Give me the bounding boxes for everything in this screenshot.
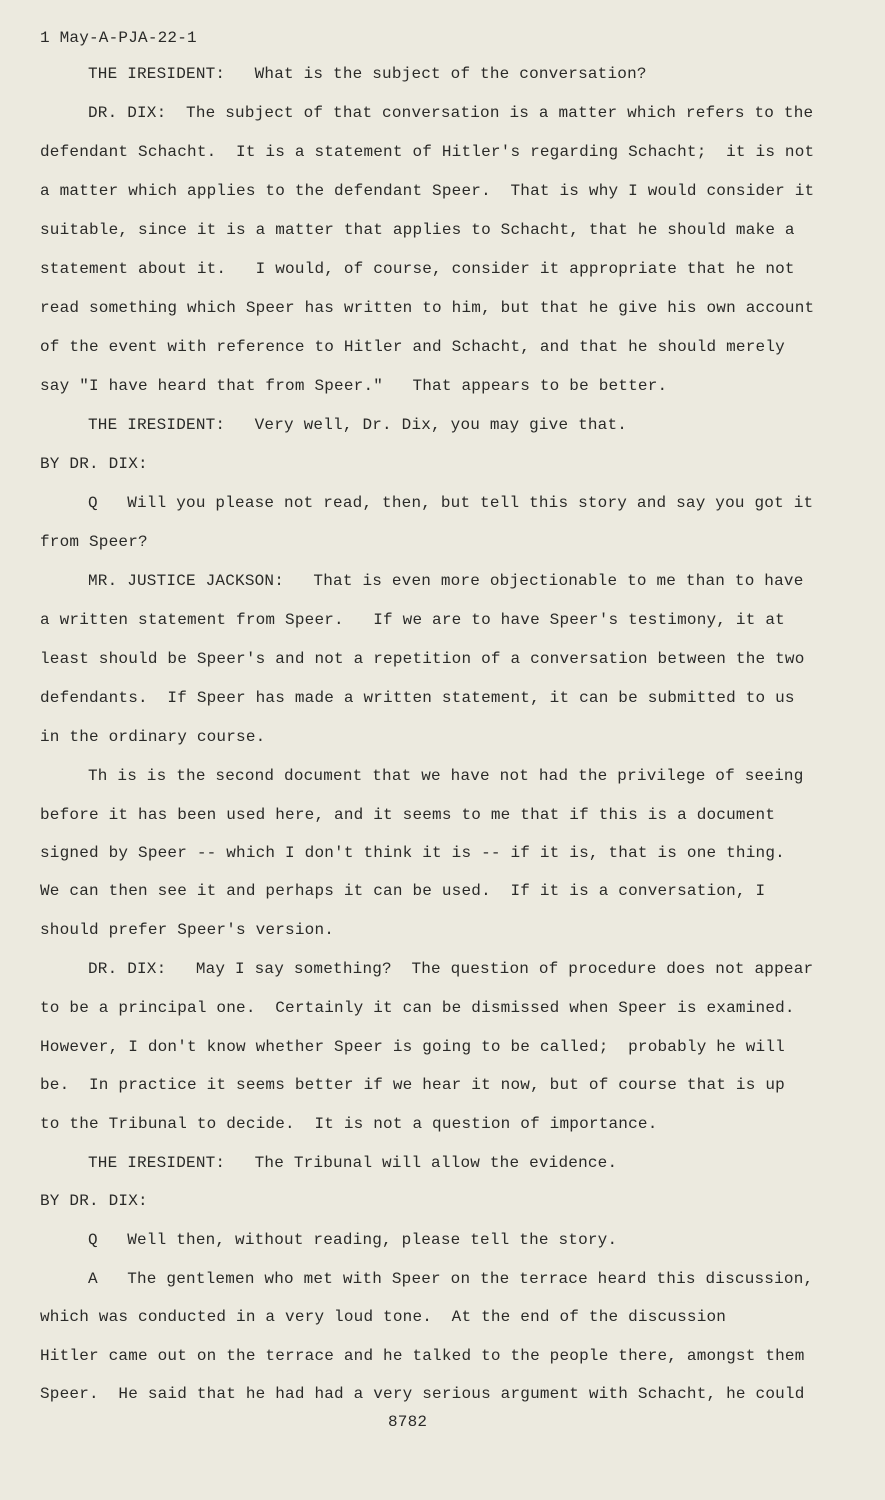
text-line: BY DR. DIX: bbox=[40, 455, 148, 473]
text-line: be. In practice it seems better if we hear it now, but of course that is up bbox=[40, 1076, 785, 1094]
text-line: statement about it. I would, of course, consider it appropriate that he not bbox=[40, 260, 795, 278]
text-line: from Speer? bbox=[40, 533, 148, 551]
text-line: THE IRESIDENT: Very well, Dr. Dix, you may give that. bbox=[88, 416, 628, 434]
text-line: BY DR. DIX: bbox=[40, 1192, 148, 1210]
text-line: a written statement from Speer. If we are to have Speer's testimony, it at bbox=[40, 611, 785, 629]
text-line: should prefer Speer's version. bbox=[40, 921, 335, 939]
text-line: least should be Speer's and not a repetition of a conversation between the two bbox=[40, 650, 805, 668]
text-line: DR. DIX: The subject of that conversation is a matter which refers to the bbox=[88, 104, 814, 122]
text-line: signed by Speer -- which I don't think it is -- if it is, that is one thing. bbox=[40, 844, 785, 862]
text-line: Speer. He said that he had had a very serious argument with Schacht, he could bbox=[40, 1385, 805, 1403]
text-line: suitable, since it is a matter that applies to Schacht, that he should make a bbox=[40, 221, 795, 239]
text-line: a matter which applies to the defendant Speer. That is why I would consider it bbox=[40, 182, 815, 200]
text-line: Q Well then, without reading, please tell the story. bbox=[88, 1231, 618, 1249]
text-line: MR. JUSTICE JACKSON: That is even more objectionable to me than to have bbox=[88, 572, 804, 590]
text-line: before it has been used here, and it seems to me that if this is a document bbox=[40, 806, 776, 824]
page-number: 8782 bbox=[388, 1413, 428, 1431]
text-line: A The gentlemen who met with Speer on the terrace heard this discussion, bbox=[88, 1270, 814, 1288]
text-line: THE IRESIDENT: What is the subject of the conversation? bbox=[88, 65, 647, 83]
text-line: read something which Speer has written to him, but that he give his own account bbox=[40, 299, 815, 317]
text-line: THE IRESIDENT: The Tribunal will allow the evidence. bbox=[88, 1154, 618, 1172]
text-line: defendant Schacht. It is a statement of Hitler's regarding Schacht; it is not bbox=[40, 143, 815, 161]
text-line: to the Tribunal to decide. It is not a question of importance. bbox=[40, 1115, 658, 1133]
text-line: defendants. If Speer has made a written statement, it can be submitted to us bbox=[40, 689, 795, 707]
document-id: 1 May-A-PJA-22-1 bbox=[40, 29, 197, 47]
text-line: Q Will you please not read, then, but tell this story and say you got it bbox=[88, 494, 814, 512]
text-line: Th is is the second document that we have not had the privilege of seeing bbox=[88, 767, 804, 785]
text-line: in the ordinary course. bbox=[40, 728, 266, 746]
text-line: say "I have heard that from Speer." That appears to be better. bbox=[40, 377, 668, 395]
text-line: We can then see it and perhaps it can be used. If it is a conversation, I bbox=[40, 882, 766, 900]
text-line: However, I don't know whether Speer is going to be called; probably he will bbox=[40, 1038, 785, 1056]
text-line: to be a principal one. Certainly it can be dismissed when Speer is examined. bbox=[40, 999, 795, 1017]
text-line: DR. DIX: May I say something? The question of procedure does not appear bbox=[88, 960, 814, 978]
text-line: of the event with reference to Hitler and Schacht, and that he should merely bbox=[40, 338, 785, 356]
text-line: Hitler came out on the terrace and he talked to the people there, amongst them bbox=[40, 1347, 805, 1365]
text-line: which was conducted in a very loud tone. At the end of the discussion bbox=[40, 1308, 727, 1326]
